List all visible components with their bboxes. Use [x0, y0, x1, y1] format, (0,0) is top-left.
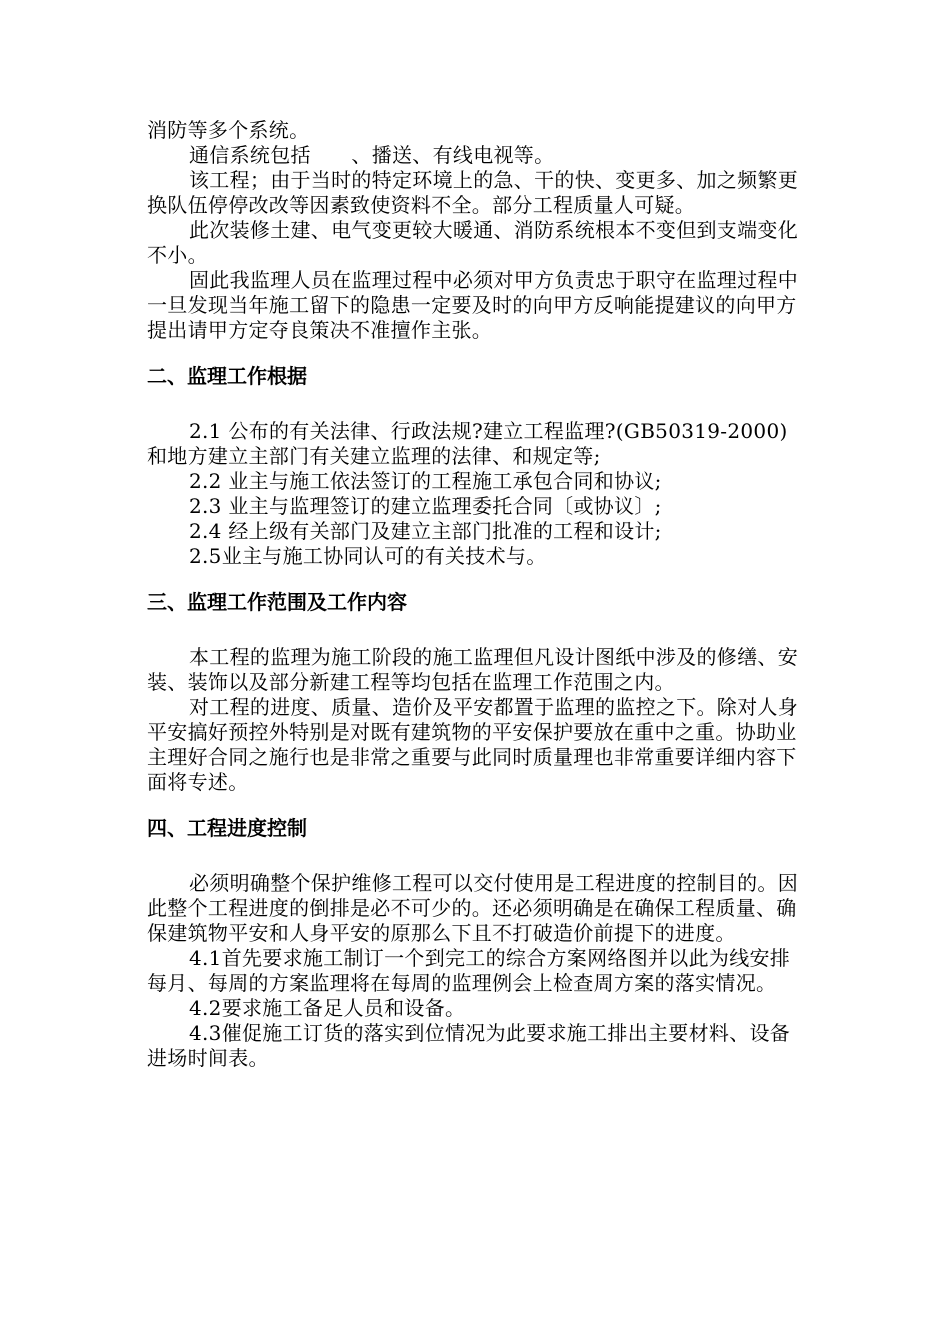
section-heading: 二、监理工作根据 [147, 364, 307, 388]
paragraph: 4.3催促施工订货的落实到位情况为此要求施工排出主要材料、设备进场时间表。 [147, 1021, 791, 1070]
section-heading: 四、工程进度控制 [147, 816, 307, 840]
paragraph: 该工程；由于当时的特定环境上的急、干的快、变更多、加之频繁更换队伍停停改改等因素致使资料不全。部分工程质量人可疑。 [147, 168, 798, 217]
paragraph: 此次装修土建、电气变更较大暖通、消防系统根本不变但到支端变化不小。 [147, 218, 798, 267]
paragraph: 固此我监理人员在监理过程中必须对甲方负责忠于职守在监理过程中一旦发现当年施工留下的隐患一定要及时的向甲方反响能提建议的向甲方提出请甲方定夺良策决不准擅作主张。 [147, 268, 798, 342]
paragraph: 通信系统包括 、播送、有线电视等。 [189, 143, 555, 167]
list-item: 2.4 经上级有关部门及建立主部门批准的工程和设计; [189, 519, 662, 543]
paragraph: 4.2要求施工备足人员和设备。 [189, 996, 466, 1020]
paragraph: 本工程的监理为施工阶段的施工监理但凡设计图纸中涉及的修缮、安装、装饰以及部分新建工程等均包括在监理工作范围之内。 [147, 645, 798, 694]
list-item: 2.3 业主与监理签订的建立监理委托合同〔或协议〕; [189, 494, 662, 518]
list-item: 2.2 业主与施工依法签订的工程施工承包合同和协议; [189, 469, 662, 493]
section-heading: 三、监理工作范围及工作内容 [147, 590, 407, 614]
paragraph: 消防等多个系统。 [147, 118, 310, 142]
paragraph: 必须明确整个保护维修工程可以交付使用是工程进度的控制目的。因此整个工程进度的倒排是必不可少的。还必须明确是在确保工程质量、确保建筑物平安和人身平安的原那么下且不打破造价前提下的进度。 [147, 871, 798, 945]
document-body [147, 118, 807, 1071]
list-item: 2.5业主与施工协同认可的有关技术与。 [189, 544, 547, 568]
paragraph: 对工程的进度、质量、造价及平安都置于监理的监控之下。除对人身平安搞好预控外特别是对既有建筑物的平安保护要放在重中之重。协助业主理好合同之施行也是非常之重要与此同时质量理也非常重要详细内容下面将专述。 [147, 695, 798, 794]
list-item: 2.1 公布的有关法律、行政法规?建立工程监理?(GB50319-2000)和地方建立主部门有关建立监理的法律、和规定等; [147, 419, 788, 468]
paragraph: 4.1首先要求施工制订一个到完工的综合方案网络图并以此为线安排每月、每周的方案监理将在每周的监理例会上检查周方案的落实情况。 [147, 946, 791, 995]
